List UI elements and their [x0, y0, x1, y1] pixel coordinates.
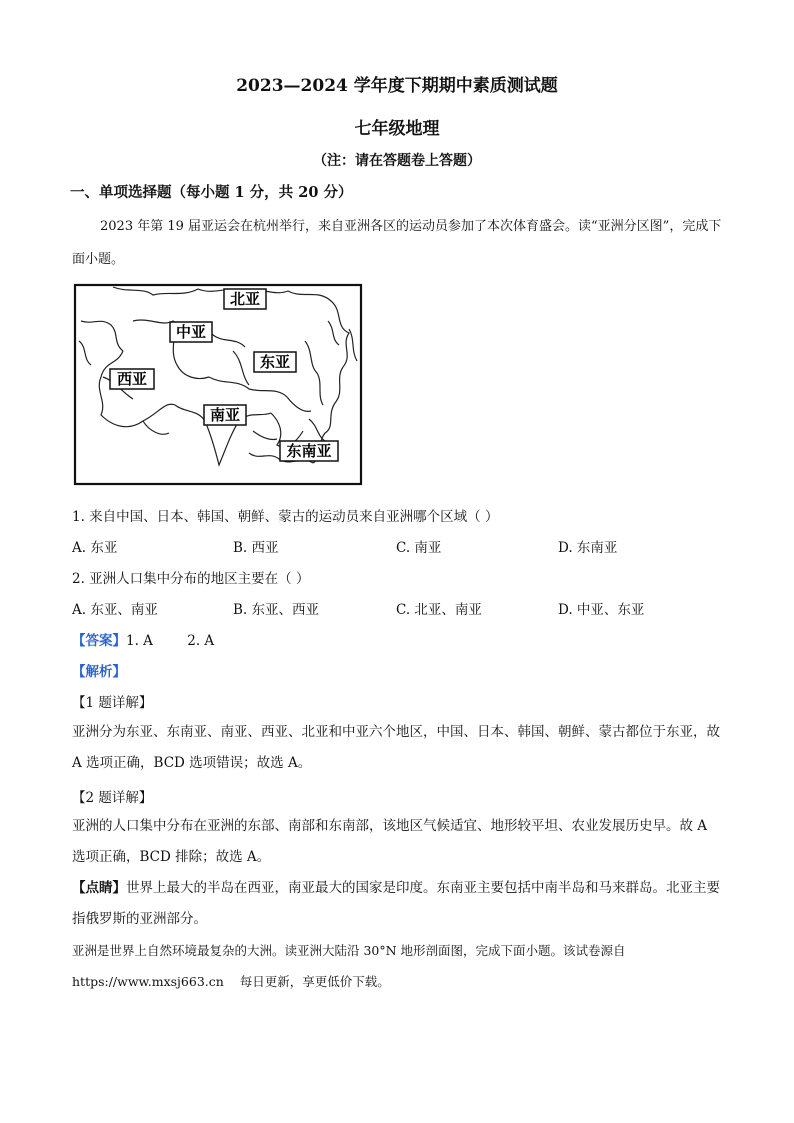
answer-value: 1. A 2. A	[126, 633, 215, 649]
q1-detail-text: 亚洲分为东亚、东南亚、南亚、西亚、北亚和中亚六个地区，中国、日本、韩国、朝鲜、蒙古都位于东亚，故 A 选项正确，BCD 选项错误；故选 A。	[72, 724, 720, 771]
label-southeast-asia: 东南亚	[286, 442, 332, 460]
label-south-asia: 南亚	[209, 406, 241, 424]
q1-option-b: B. 西亚	[233, 540, 279, 556]
next-intro: 亚洲是世界上自然环境最复杂的大洲。读亚洲大陆沿 30°N 地形剖面图，完成下面小题。该试卷源自	[72, 943, 626, 958]
q1-detail-heading: 【1 题详解】	[72, 695, 153, 711]
question-2: 2. 亚洲人口集中分布的地区主要在（ ）	[72, 571, 310, 587]
question-1: 1. 来自中国、日本、韩国、朝鲜、蒙古的运动员来自亚洲哪个区域（ ）	[72, 509, 499, 525]
exam-note: （注：请在答题卷上答题）	[313, 153, 481, 169]
q2-option-b: B. 东亚、西亚	[233, 602, 320, 618]
answer-line	[72, 629, 214, 649]
tip-text: 世界上最大的半岛在西亚，南亚最大的国家是印度。东南亚主要包括中南半岛和马来群岛。北亚主要指俄罗斯的亚洲部分。	[72, 880, 720, 927]
section-heading: 一、单项选择题（每小题 1 分，共 20 分）	[70, 184, 353, 201]
section-intro: 2023 年第 19 届亚运会在杭州举行，来自亚洲各区的运动员参加了本次体育盛会。读“亚洲分区图”，完成下面小题。	[72, 219, 722, 267]
label-central-asia: 中亚	[175, 323, 207, 341]
q2-detail-text: 亚洲的人口集中分布在亚洲的东部、南部和东南部，该地区气候适宜、地形较平坦、农业发展历史早。故 A 选项正确，BCD 排除；故选 A。	[72, 818, 708, 865]
subject-title: 七年级地理	[354, 119, 440, 139]
label-east-asia: 东亚	[259, 353, 291, 371]
source-line: https://www.mxsj663.cn 每日更新，享更低价下载。	[72, 974, 390, 989]
q1-option-d: D. 东南亚	[558, 540, 618, 556]
analysis-tag: 【解析】	[72, 664, 126, 680]
tip-paragraph	[72, 873, 722, 935]
q2-detail-heading: 【2 题详解】	[72, 790, 153, 806]
label-west-asia: 西亚	[116, 370, 148, 388]
q1-option-c: C. 南亚	[396, 540, 442, 556]
answer-tag: 【答案】	[72, 633, 126, 649]
q2-option-c: C. 北亚、南亚	[396, 602, 482, 618]
exam-title: 2023—2024 学年度下期期中素质测试题	[236, 76, 558, 96]
q2-option-d: D. 中亚、东亚	[558, 602, 645, 618]
tip-tag: 【点睛】	[72, 880, 126, 896]
asia-regions-map	[73, 281, 365, 488]
label-north-asia: 北亚	[229, 290, 261, 308]
q1-option-a: A. 东亚	[72, 540, 118, 556]
q2-option-a: A. 东亚、南亚	[72, 602, 158, 618]
